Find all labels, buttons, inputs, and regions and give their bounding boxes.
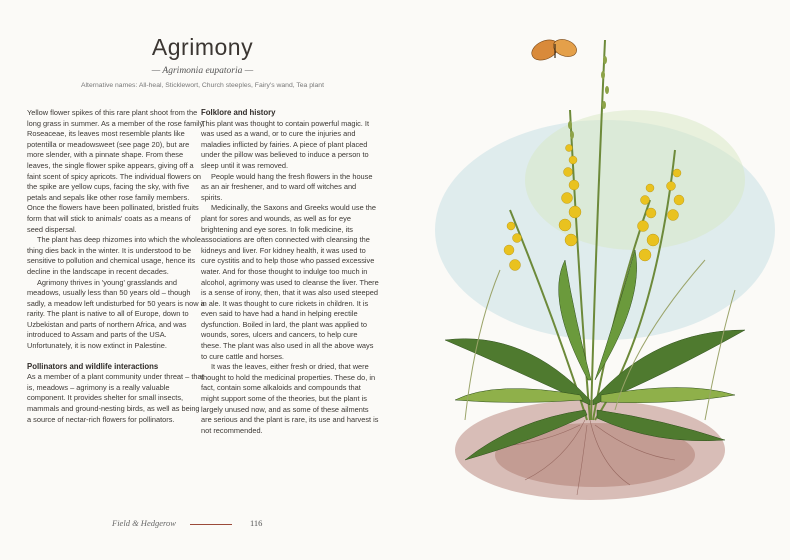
paragraph: Agrimony thrives in 'young' grasslands and meadows, usually less than 50 years old – though sadly, a meadow left undisturbed for 50 years is now a rarity. The plant is native to all of Europe, down to Uzbekistan and parts of northern Africa, and was introduced to Assam and parts of the USA. Unfortunately, it is now extinct in Palestine. bbox=[27, 277, 205, 351]
paragraph: Yellow flower spikes of this rare plant shoot from the long grass in summer. As a member of the rose family, Roseaceae, its leaves most resemble plants like potentilla or meadowsweet (see page 20), but are more slender, with a pinnate shape. From these leaves, the single flower spike appears, giving off a faint scent of spicy apricots. The individual flowers on the spike are yellow cups, facing the sky, with five petals and sepals like other rose family members. Once the flowers have been pollinated, bristled fruits form that will stick to animals' coats as a means of seed dispersal. bbox=[27, 108, 205, 234]
paragraph: It was the leaves, either fresh or dried, that were thought to hold the medicinal properties. These do, in fact, contain some alkaloids and compounds that might support some of the theories, but the plant is largely unused now, and as some of these ailments are serious and the plant is rare, its use and harvest is not recommended. bbox=[201, 362, 379, 435]
footer-section-name: Field & Hedgerow bbox=[112, 518, 176, 528]
butterfly-icon bbox=[529, 36, 580, 64]
section-heading-pollinators: Pollinators and wildlife interactions bbox=[27, 361, 159, 371]
section-heading-folklore: Folklore and history bbox=[201, 108, 276, 117]
footer-divider bbox=[190, 524, 232, 525]
text-column-left bbox=[27, 108, 205, 425]
paragraph: Medicinally, the Saxons and Greeks would use the plant for sores and wounds, as well as for eye brightening and eye sores. In folk medicine, its associations are often connected with cleansing the kidneys and liver. For kidney health, it was used to cure cystitis and to help those who passed excessive water. And for those thought to indulge too much in alcohol, agrimony was used to cleanse the liver. There is a sense of irony, then, that it was also used steeped in ale. It was thought to cure rickets in children. It is even said to have had a hand in helping erectile dysfunction. Boiled in lard, the plant was applied to wounds, sores, ulcers and cancers, to help cure these. The plant was also used in all the above ways to cure cattle and horses. bbox=[201, 203, 379, 361]
page-number: 116 bbox=[250, 518, 263, 528]
paragraph: People would hang the fresh flowers in the house as an air freshener, and to ward off witches and spirits. bbox=[201, 171, 373, 202]
latin-name: — Agrimonia eupatoria — bbox=[151, 66, 254, 76]
page-title: Agrimony bbox=[151, 34, 254, 60]
paragraph: This plant was thought to contain powerful magic. It was used as a wand, or to cure the injuries and maladies inflicted by fairies. A piece of plant placed under the pillow was believed to induce a person to sleep until it was removed. bbox=[201, 118, 370, 170]
background-wash-green bbox=[525, 110, 745, 250]
alternative-names: Alternative names: All-heal, Sticklewort, Church steeples, Fairy's wand, Tea plant bbox=[81, 82, 324, 89]
text-column-right bbox=[201, 108, 379, 436]
paragraph: As a member of a plant community under threat – that is, meadows – agrimony is a really valuable component. It provides shelter for small insects, mammals and ground-nesting birds, as well as being a source of nectar-rich flowers for pollinators. bbox=[27, 372, 204, 424]
agrimony-illustration bbox=[405, 0, 790, 560]
paragraph: The plant has deep rhizomes into which the whole thing dies back in the winter. It is understood to be sensitive to pollution and chemical usage, hence its decline in the landscape in recent decades. bbox=[27, 235, 201, 276]
